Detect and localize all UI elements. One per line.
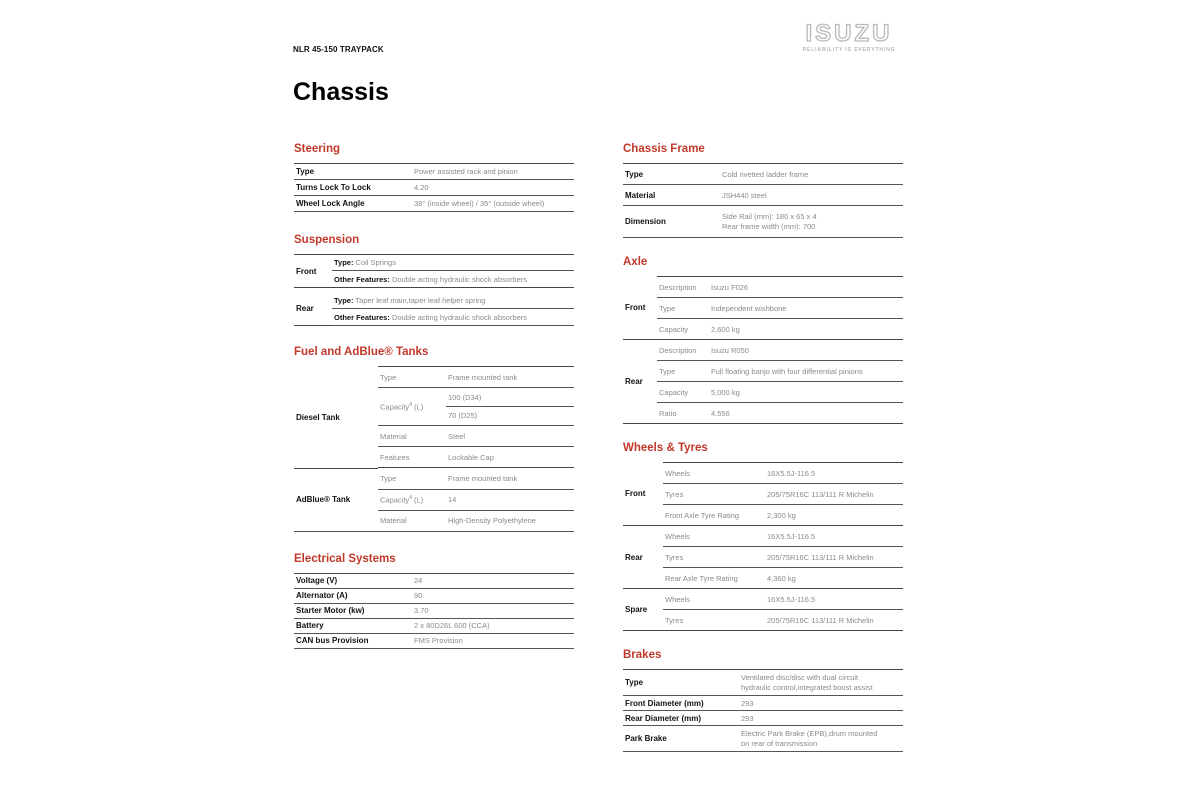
row-value: 3.70 xyxy=(412,603,574,618)
steering-title: Steering xyxy=(294,143,341,155)
table-row xyxy=(623,319,903,340)
table-row xyxy=(294,367,574,388)
group-label: Front xyxy=(294,255,332,288)
steering-table xyxy=(294,163,574,212)
brakes-table xyxy=(623,669,903,752)
group-label: Rear xyxy=(623,340,657,424)
row-label: Capacity xyxy=(657,382,709,403)
row-label: Dimension xyxy=(623,206,720,238)
table-row xyxy=(294,573,574,588)
row-label: Alternator (A) xyxy=(294,588,412,603)
row-value: Steel xyxy=(446,426,574,447)
row-value: 205/75R16C 113/111 R Michelin xyxy=(765,484,903,505)
wheels-title: Wheels & Tyres xyxy=(623,442,708,454)
row-value: Cold rivetted ladder frame xyxy=(720,164,903,185)
table-row xyxy=(294,309,574,326)
row-value: Isuzu R050 xyxy=(709,340,903,361)
row-label: Type xyxy=(294,164,412,180)
suspension-title: Suspension xyxy=(294,234,360,246)
table-row xyxy=(294,196,574,212)
row-value: 4.20 xyxy=(412,180,574,196)
row-value: 16X5.5J-116.5 xyxy=(765,463,903,484)
table-row xyxy=(623,711,903,726)
table-row xyxy=(294,468,574,489)
table-row xyxy=(623,340,903,361)
suspension-table xyxy=(294,254,574,326)
row-value: 16X5.5J-116.5 xyxy=(765,526,903,547)
row-label: CAN bus Provision xyxy=(294,633,412,648)
row-value: Ventilated disc/disc with dual circuit hydraulic control,integrated boost assist xyxy=(739,670,903,696)
row-label: Front Axle Tyre Rating xyxy=(663,505,765,526)
row-label: Description xyxy=(657,277,709,298)
fuel-title: Fuel and AdBlue® Tanks xyxy=(294,346,429,358)
row-value: 293 xyxy=(739,696,903,711)
row-value: Frame mounted tank xyxy=(446,468,574,489)
table-row xyxy=(294,164,574,180)
diesel-tank-label: Diesel Tank xyxy=(294,367,378,469)
fuel-table xyxy=(294,366,574,532)
table-row xyxy=(623,526,903,547)
electrical-title: Electrical Systems xyxy=(294,552,396,565)
table-row xyxy=(623,206,903,238)
table-row xyxy=(623,361,903,382)
table-row xyxy=(294,618,574,633)
group-label: Front xyxy=(623,463,663,526)
row-label: Capacity$^4$ (L) xyxy=(378,388,446,426)
row-label: Battery xyxy=(294,618,412,633)
row-value: JSH440 steel xyxy=(720,185,903,206)
isuzu-logo xyxy=(796,22,902,53)
row-label: Type xyxy=(657,298,709,319)
table-row xyxy=(623,403,903,424)
table-row xyxy=(623,463,903,484)
row-label: Ratio xyxy=(657,403,709,424)
row-value: Side Rail (mm): 180 x 65 x 4 Rear frame width (mm): 700 xyxy=(720,206,903,238)
row-label: Material xyxy=(623,185,720,206)
row-label: Tyres xyxy=(663,610,765,631)
chassis-frame-title: Chassis Frame xyxy=(623,143,705,155)
chassis-frame-table xyxy=(623,163,903,238)
row-label: Features xyxy=(378,447,446,468)
row-label: Voltage (V) xyxy=(294,573,412,588)
axle-title: Axle xyxy=(623,256,648,268)
row-value: FMS Provision xyxy=(412,633,574,648)
table-row xyxy=(623,185,903,206)
row-value: 4.556 xyxy=(709,403,903,424)
row-value: 100 (D34) 70 (D25) xyxy=(446,388,574,426)
row-value: Isuzu F026 xyxy=(709,277,903,298)
table-row xyxy=(294,255,574,271)
brand-wordmark: ISUZU xyxy=(805,20,893,47)
row-label: Material xyxy=(378,426,446,447)
row-value: 2,600 kg xyxy=(709,319,903,340)
row-value: High-Density Polyethylene xyxy=(446,510,574,531)
row-value: 2 x 80D26L 600 (CCA) xyxy=(412,618,574,633)
adblue-tank-label: AdBlue® Tank xyxy=(294,468,378,531)
model-name: NLR 45-150 TRAYPACK xyxy=(293,45,384,54)
table-row xyxy=(294,180,574,196)
brakes-title: Brakes xyxy=(623,649,662,661)
row-label: Starter Motor (kw) xyxy=(294,603,412,618)
table-row xyxy=(623,164,903,185)
row-label: Rear Diameter (mm) xyxy=(623,711,739,726)
left-column xyxy=(294,141,574,649)
table-row xyxy=(294,588,574,603)
row-label: Material xyxy=(378,510,446,531)
right-column xyxy=(623,141,903,752)
row-label: Type xyxy=(623,164,720,185)
table-row xyxy=(623,298,903,319)
row-label: Tyres xyxy=(663,484,765,505)
table-row xyxy=(623,277,903,298)
row-value: Independent wishbone xyxy=(709,298,903,319)
row-value: Electric Park Brake (EPB),drum mounted on rear of transmission xyxy=(739,726,903,752)
group-label: Rear xyxy=(294,293,332,326)
row-label: Rear Axle Tyre Rating xyxy=(663,568,765,589)
row-value: Power assisted rack and pinion xyxy=(412,164,574,180)
table-row xyxy=(294,293,574,309)
row-value: 205/75R16C 113/111 R Michelin xyxy=(765,610,903,631)
row-value: Full floating banjo with four differential pinions xyxy=(709,361,903,382)
table-row xyxy=(294,271,574,288)
table-row xyxy=(623,547,903,568)
row-label: Tyres xyxy=(663,547,765,568)
row-value: Other Features: Double acting hydraulic shock absorbers xyxy=(332,271,574,288)
row-value: Other Features: Double acting hydraulic shock absorbers xyxy=(332,309,574,326)
page-title: Chassis xyxy=(293,78,389,106)
table-row xyxy=(623,726,903,752)
row-label: Capacity$^4$ (L) xyxy=(378,489,446,510)
table-row xyxy=(294,603,574,618)
row-value: 38° (inside wheel) / 35° (outside wheel) xyxy=(412,196,574,212)
wheels-table xyxy=(623,462,903,631)
table-row xyxy=(294,633,574,648)
row-value: 293 xyxy=(739,711,903,726)
row-value: 2,300 kg xyxy=(765,505,903,526)
table-row xyxy=(623,670,903,696)
row-label: Type xyxy=(623,670,739,696)
axle-table xyxy=(623,276,903,424)
table-row xyxy=(623,505,903,526)
row-value: Type: Taper leaf main,taper leaf helper spring xyxy=(332,293,574,309)
table-row xyxy=(623,484,903,505)
row-label: Wheels xyxy=(663,526,765,547)
row-value: 4,360 kg xyxy=(765,568,903,589)
row-label: Type xyxy=(657,361,709,382)
row-label: Park Brake xyxy=(623,726,739,752)
row-label: Type xyxy=(378,367,446,388)
row-value: 205/75R16C 113/111 R Michelin xyxy=(765,547,903,568)
row-label: Front Diameter (mm) xyxy=(623,696,739,711)
group-label: Spare xyxy=(623,589,663,631)
table-row xyxy=(623,568,903,589)
row-value: 14 xyxy=(446,489,574,510)
row-label: Wheels xyxy=(663,463,765,484)
row-label: Description xyxy=(657,340,709,361)
row-value: Type: Coil Springs xyxy=(332,255,574,271)
row-value: Lockable Cap xyxy=(446,447,574,468)
row-value: 5,000 kg xyxy=(709,382,903,403)
row-value: 16X5.5J-116.5 xyxy=(765,589,903,610)
row-label: Wheels xyxy=(663,589,765,610)
table-row xyxy=(623,696,903,711)
row-value: 24 xyxy=(412,573,574,588)
row-label: Turns Lock To Lock xyxy=(294,180,412,196)
electrical-table xyxy=(294,573,574,649)
group-label: Front xyxy=(623,277,657,340)
row-value: Frame mounted tank xyxy=(446,367,574,388)
brand-tagline: RELIABILITY IS EVERYTHING xyxy=(802,47,896,53)
row-label: Type xyxy=(378,468,446,489)
table-row xyxy=(623,610,903,631)
group-label: Rear xyxy=(623,526,663,589)
row-label: Capacity xyxy=(657,319,709,340)
row-value: 90 xyxy=(412,588,574,603)
table-row xyxy=(623,382,903,403)
table-row xyxy=(623,589,903,610)
row-label: Wheel Lock Angle xyxy=(294,196,412,212)
